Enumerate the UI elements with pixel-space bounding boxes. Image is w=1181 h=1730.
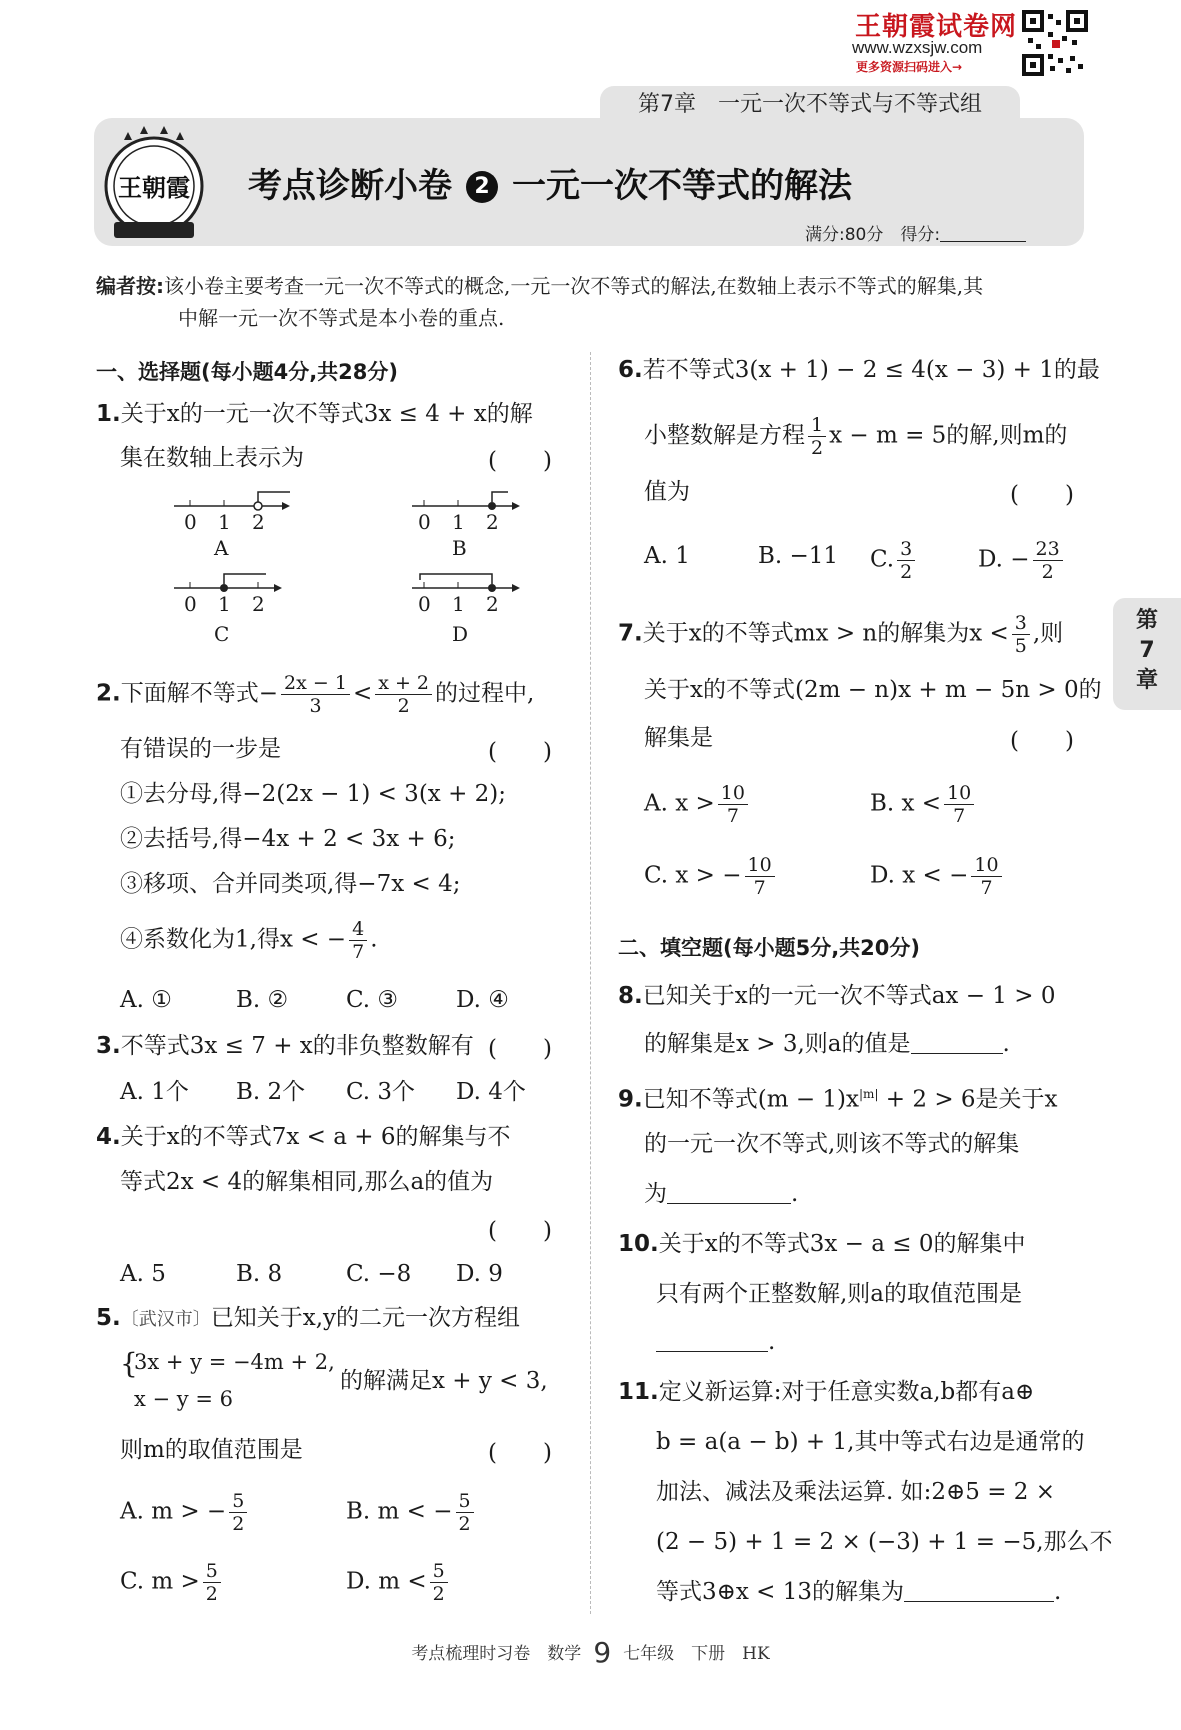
q6-number: 6. <box>618 357 643 383</box>
q7c-den: 7 <box>753 877 766 899</box>
q1-line1 <box>96 398 533 430</box>
q9-line1 <box>618 1078 1058 1116</box>
q7-option-b-text: B. x < <box>870 790 942 817</box>
q2-step4-den: 7 <box>352 941 365 963</box>
q3-option-a[interactable]: A. 1个 <box>120 1079 189 1105</box>
q10-line3 <box>656 1326 775 1358</box>
q1b-tick-1: 1 <box>452 510 465 534</box>
q6-option-d-text: D. − <box>978 546 1030 573</box>
q1-label-d: D <box>452 622 469 646</box>
q2-line2: 有错误的一步是 <box>120 736 281 762</box>
brand-scan-hint: 更多资源扫码进入→ <box>856 60 963 74</box>
q7d-den: 7 <box>980 877 993 899</box>
q4-text1: 关于x的不等式7x < a + 6的解集与不 <box>120 1124 511 1150</box>
q6-frac <box>808 414 826 459</box>
q7-number: 7. <box>618 620 643 647</box>
paper-title <box>248 158 852 207</box>
q5-eq1: 3x + y = −4m + 2, <box>134 1350 335 1374</box>
q2-frac2-num: x + 2 <box>375 672 432 695</box>
footer-right: 七年级 下册 HK <box>623 1644 770 1664</box>
q10-answer-blank[interactable] <box>656 1351 768 1352</box>
q7-option-c-frac <box>745 854 775 899</box>
q7-option-a-frac <box>718 782 748 827</box>
title-right: 一元一次不等式的解法 <box>512 166 852 206</box>
q5-option-c[interactable] <box>120 1560 224 1605</box>
q2-step4-text: ④系数化为1,得x < − <box>120 926 347 953</box>
q11-line4: (2 − 5) + 1 = 2 × (−3) + 1 = −5,那么不 <box>656 1529 1113 1555</box>
q2-frac2 <box>375 672 432 717</box>
section-1-heading: 一、选择题(每小题4分,共28分) <box>96 360 399 384</box>
q2-answer-bracket[interactable]: ( ) <box>488 739 552 765</box>
q11-line5 <box>656 1576 1061 1608</box>
q6-text2b: x − m = 5的解,则m的 <box>829 422 1068 449</box>
q9-line2: 的一元一次不等式,则该不等式的解集 <box>644 1131 1020 1157</box>
q7b-den: 7 <box>953 805 966 827</box>
q5-option-a-frac <box>229 1490 247 1535</box>
q2-post: 的过程中, <box>435 680 535 707</box>
q3-answer-bracket[interactable]: ( ) <box>488 1036 552 1062</box>
q7c-num: 10 <box>745 854 775 877</box>
q1a-tick-1: 1 <box>218 510 231 534</box>
q7-option-a-text: A. x > <box>644 790 715 817</box>
q8-answer-blank[interactable] <box>911 1053 1003 1054</box>
q7-option-c[interactable] <box>644 854 778 899</box>
q6-option-a[interactable]: A. 1 <box>644 543 690 569</box>
editor-note-line2: 中解一元一次不等式是本小卷的重点. <box>178 306 505 330</box>
q7-frac-num: 3 <box>1012 612 1030 635</box>
q1-label-c: C <box>214 622 230 646</box>
q1b-tick-2: 2 <box>486 510 499 534</box>
q5-option-b[interactable] <box>346 1490 477 1535</box>
q5-brace: { <box>120 1347 138 1380</box>
section-2-heading: 二、填空题(每小题5分,共20分) <box>618 936 921 960</box>
q4-option-a[interactable]: A. 5 <box>120 1261 166 1287</box>
title-left: 考点诊断小卷 <box>248 166 452 206</box>
q2-mid: < <box>352 680 373 707</box>
q6-option-c-frac <box>897 538 915 583</box>
column-divider <box>590 352 591 1614</box>
q11-line2: b = a(a − b) + 1,其中等式右边是通常的 <box>656 1429 1085 1455</box>
title-number-badge: 2 <box>466 171 498 203</box>
q4-option-c[interactable]: C. −8 <box>346 1261 412 1287</box>
q9-answer-blank[interactable] <box>667 1203 791 1204</box>
q7-option-c-text: C. x > − <box>644 862 742 889</box>
q7d-num: 10 <box>971 854 1001 877</box>
q8-text2: 的解集是x > 3,则a的值是 <box>644 1031 911 1057</box>
q5-option-a-text: A. m > − <box>120 1498 227 1525</box>
q7-line3: 解集是 <box>644 725 713 751</box>
qr-code-icon[interactable] <box>1022 10 1088 76</box>
q4-answer-bracket[interactable]: ( ) <box>488 1218 552 1244</box>
q2-frac1-num: 2x − 1 <box>281 672 350 695</box>
q6-frac-den: 2 <box>811 437 824 459</box>
q6c-num: 3 <box>897 538 915 561</box>
q2-step4 <box>120 918 378 963</box>
q1-text1: 关于x的一元一次不等式3x ≤ 4 + x的解 <box>120 401 533 427</box>
q2-step1: ①去分母,得−2(2x − 1) < 3(x + 2); <box>120 781 507 807</box>
q1-label-a: A <box>214 536 229 560</box>
q7-line1 <box>618 612 1063 657</box>
q2-frac2-den: 2 <box>397 695 410 717</box>
score-blank[interactable] <box>940 241 1026 242</box>
brand-logo-icon <box>100 124 208 246</box>
q6-option-d-frac <box>1033 538 1063 583</box>
q2-step4-end: . <box>370 926 378 953</box>
q7-option-d[interactable] <box>870 854 1005 899</box>
q7-option-d-frac <box>971 854 1001 899</box>
q11-answer-blank[interactable] <box>904 1601 1054 1602</box>
q3-option-b[interactable]: B. 2个 <box>236 1079 306 1105</box>
q5-option-c-text: C. m > <box>120 1568 200 1595</box>
q1d-tick-0: 0 <box>418 592 431 616</box>
q2-option-a[interactable]: A. ① <box>120 987 172 1013</box>
q1d-tick-2: 2 <box>486 592 499 616</box>
q7-option-b-frac <box>944 782 974 827</box>
q5a-den: 2 <box>232 1513 245 1535</box>
svg-text:王朝霞: 王朝霞 <box>118 173 190 202</box>
chapter-side-tab <box>1113 598 1181 710</box>
q7-text1b: ,则 <box>1032 620 1064 647</box>
q7-line2: 关于x的不等式(2m − n)x + m − 5n > 0的 <box>644 677 1102 703</box>
q6-line3: 值为 <box>644 479 690 505</box>
q11-end: . <box>1054 1579 1062 1605</box>
editor-note-line1: 该小卷主要考查一元一次不等式的概念,一元一次不等式的解法,在数轴上表示不等式的解集,其 <box>164 274 984 298</box>
q7-frac <box>1012 612 1030 657</box>
q2-step3: ③移项、合并同类项,得−7x < 4; <box>120 871 461 897</box>
q5-option-a[interactable] <box>120 1490 250 1535</box>
q4-line1 <box>96 1121 510 1153</box>
q6-frac-num: 1 <box>808 414 826 437</box>
q6-line2 <box>644 414 1067 459</box>
q6-option-c-text: C. <box>870 546 895 573</box>
q9-exponent: |m| <box>859 1087 879 1101</box>
q5-answer-bracket[interactable]: ( ) <box>488 1440 552 1466</box>
q9-line3 <box>644 1178 798 1210</box>
side-tab-char-3: 章 <box>1135 668 1158 693</box>
q9-number: 9. <box>618 1086 643 1113</box>
q8-text1: 已知关于x的一元一次不等式ax − 1 > 0 <box>642 983 1056 1009</box>
q6-line1 <box>618 354 1100 386</box>
q10-end: . <box>768 1329 776 1355</box>
q2-step2: ②去括号,得−4x + 2 < 3x + 6; <box>120 826 456 852</box>
q5-option-b-frac <box>456 1490 474 1535</box>
q5-option-b-text: B. m < − <box>346 1498 453 1525</box>
q7a-num: 10 <box>718 782 748 805</box>
q2-frac1 <box>281 672 350 717</box>
q2-step4-frac <box>349 918 367 963</box>
q3-text: 不等式3x ≤ 7 + x的非负整数解有 <box>120 1033 474 1059</box>
q1d-tick-1: 1 <box>452 592 465 616</box>
q1-line2: 集在数轴上表示为 <box>120 445 304 471</box>
q6-answer-bracket[interactable]: ( ) <box>1010 482 1074 508</box>
q1c-tick-2: 2 <box>252 592 265 616</box>
q6-option-c[interactable] <box>870 538 918 583</box>
q8-line2 <box>644 1028 1010 1060</box>
editor-note-label: 编者按: <box>96 274 164 298</box>
q6-text1: 若不等式3(x + 1) − 2 ≤ 4(x − 3) + 1的最 <box>642 357 1100 383</box>
q10-line1 <box>618 1228 1025 1260</box>
q6-option-d[interactable] <box>978 538 1066 583</box>
footer-left: 考点梳理时习卷 数学 <box>411 1644 582 1664</box>
q5-option-c-frac <box>203 1560 221 1605</box>
q5c-num: 5 <box>203 1560 221 1583</box>
q4-line2: 等式2x < 4的解集相同,那么a的值为 <box>120 1169 494 1195</box>
q8-line1 <box>618 980 1055 1012</box>
q5b-num: 5 <box>456 1490 474 1513</box>
q7-answer-bracket[interactable]: ( ) <box>1010 728 1074 754</box>
q4-number: 4. <box>96 1124 121 1150</box>
side-tab-char-2: 7 <box>1139 638 1155 663</box>
q2-option-c[interactable]: C. ③ <box>346 987 399 1013</box>
q1-label-b: B <box>452 536 467 560</box>
q5b-den: 2 <box>458 1513 471 1535</box>
q7b-num: 10 <box>944 782 974 805</box>
q6d-num: 23 <box>1033 538 1063 561</box>
q6c-den: 2 <box>900 561 913 583</box>
q5-eq2: x − y = 6 <box>134 1387 233 1411</box>
q8-end: . <box>1002 1031 1010 1057</box>
q3-option-c[interactable]: C. 3个 <box>346 1079 416 1105</box>
q7-option-b[interactable] <box>870 782 977 827</box>
q1a-tick-0: 0 <box>184 510 197 534</box>
score-label: 满分:80分 得分: <box>805 225 941 245</box>
q5-line3: 则m的取值范围是 <box>120 1437 303 1463</box>
q10-line2: 只有两个正整数解,则a的取值范围是 <box>656 1281 1023 1307</box>
q11-number: 11. <box>618 1379 659 1405</box>
q5-source-tag: 〔武汉市〕 <box>120 1309 211 1330</box>
q8-number: 8. <box>618 983 643 1009</box>
q6-option-b[interactable]: B. −11 <box>758 543 839 569</box>
q7-option-a[interactable] <box>644 782 751 827</box>
q2-pre: 下面解不等式− <box>120 680 279 707</box>
q2-line1 <box>96 672 534 717</box>
q1c-tick-1: 1 <box>218 592 231 616</box>
q6d-den: 2 <box>1041 561 1054 583</box>
q10-number: 10. <box>618 1231 659 1257</box>
q7-text1a: 关于x的不等式mx > n的解集为x < <box>642 620 1009 647</box>
q2-option-d[interactable]: D. ④ <box>456 987 509 1013</box>
q2-number: 2. <box>96 680 121 707</box>
q5a-num: 5 <box>229 1490 247 1513</box>
score-line <box>805 220 1026 245</box>
q3-line1 <box>96 1030 474 1062</box>
chapter-tab: 第7章 一元一次不等式与不等式组 <box>600 86 1020 124</box>
q9-text1b: + 2 > 6是关于x <box>878 1086 1058 1113</box>
q5c-den: 2 <box>205 1583 218 1605</box>
q1-answer-bracket[interactable]: ( ) <box>488 448 552 474</box>
q1a-tick-2: 2 <box>252 510 265 534</box>
q5d-den: 2 <box>432 1583 445 1605</box>
q5-line1 <box>96 1302 520 1336</box>
q5-line2: 的解满足x + y < 3, <box>340 1368 548 1394</box>
q9-end: . <box>791 1181 799 1207</box>
q5-text1: 已知关于x,y的二元一次方程组 <box>210 1305 521 1331</box>
q7a-den: 7 <box>726 805 739 827</box>
q9-text3: 为 <box>644 1181 667 1207</box>
q11-line3: 加法、减法及乘法运算. 如:2⊕5 = 2 × <box>656 1479 1056 1505</box>
q10-text1: 关于x的不等式3x − a ≤ 0的解集中 <box>658 1231 1026 1257</box>
q3-option-d[interactable]: D. 4个 <box>456 1079 526 1105</box>
brand-title: 王朝霞试卷网 <box>855 12 1018 42</box>
q1c-tick-0: 0 <box>184 592 197 616</box>
editor-note <box>96 270 1086 334</box>
q5-option-d-text: D. m < <box>346 1568 427 1595</box>
q5d-num: 5 <box>430 1560 448 1583</box>
page-footer <box>0 1636 1181 1669</box>
q5-option-d[interactable] <box>346 1560 451 1605</box>
q1b-tick-0: 0 <box>418 510 431 534</box>
side-tab-char-1: 第 <box>1135 608 1158 633</box>
q4-option-d[interactable]: D. 9 <box>456 1261 503 1287</box>
q7-option-d-text: D. x < − <box>870 862 969 889</box>
q3-number: 3. <box>96 1033 121 1059</box>
q2-step4-num: 4 <box>349 918 367 941</box>
q7-frac-den: 5 <box>1014 635 1027 657</box>
q11-text1: 定义新运算:对于任意实数a,b都有a⊕ <box>658 1379 1035 1405</box>
q5-option-d-frac <box>430 1560 448 1605</box>
q1-number: 1. <box>96 401 121 427</box>
q11-line1 <box>618 1376 1034 1408</box>
brand-url[interactable]: www.wzxsjw.com <box>852 38 983 57</box>
q5-number: 5. <box>96 1305 121 1331</box>
q9-text1: 已知不等式(m − 1)x <box>642 1086 860 1113</box>
q6-text2a: 小整数解是方程 <box>644 422 805 449</box>
q11-text5: 等式3⊕x < 13的解集为 <box>656 1579 905 1605</box>
q2-option-b[interactable]: B. ② <box>236 987 289 1013</box>
page-number: 9 <box>593 1636 612 1669</box>
q4-option-b[interactable]: B. 8 <box>236 1261 283 1287</box>
q2-frac1-den: 3 <box>309 695 322 717</box>
